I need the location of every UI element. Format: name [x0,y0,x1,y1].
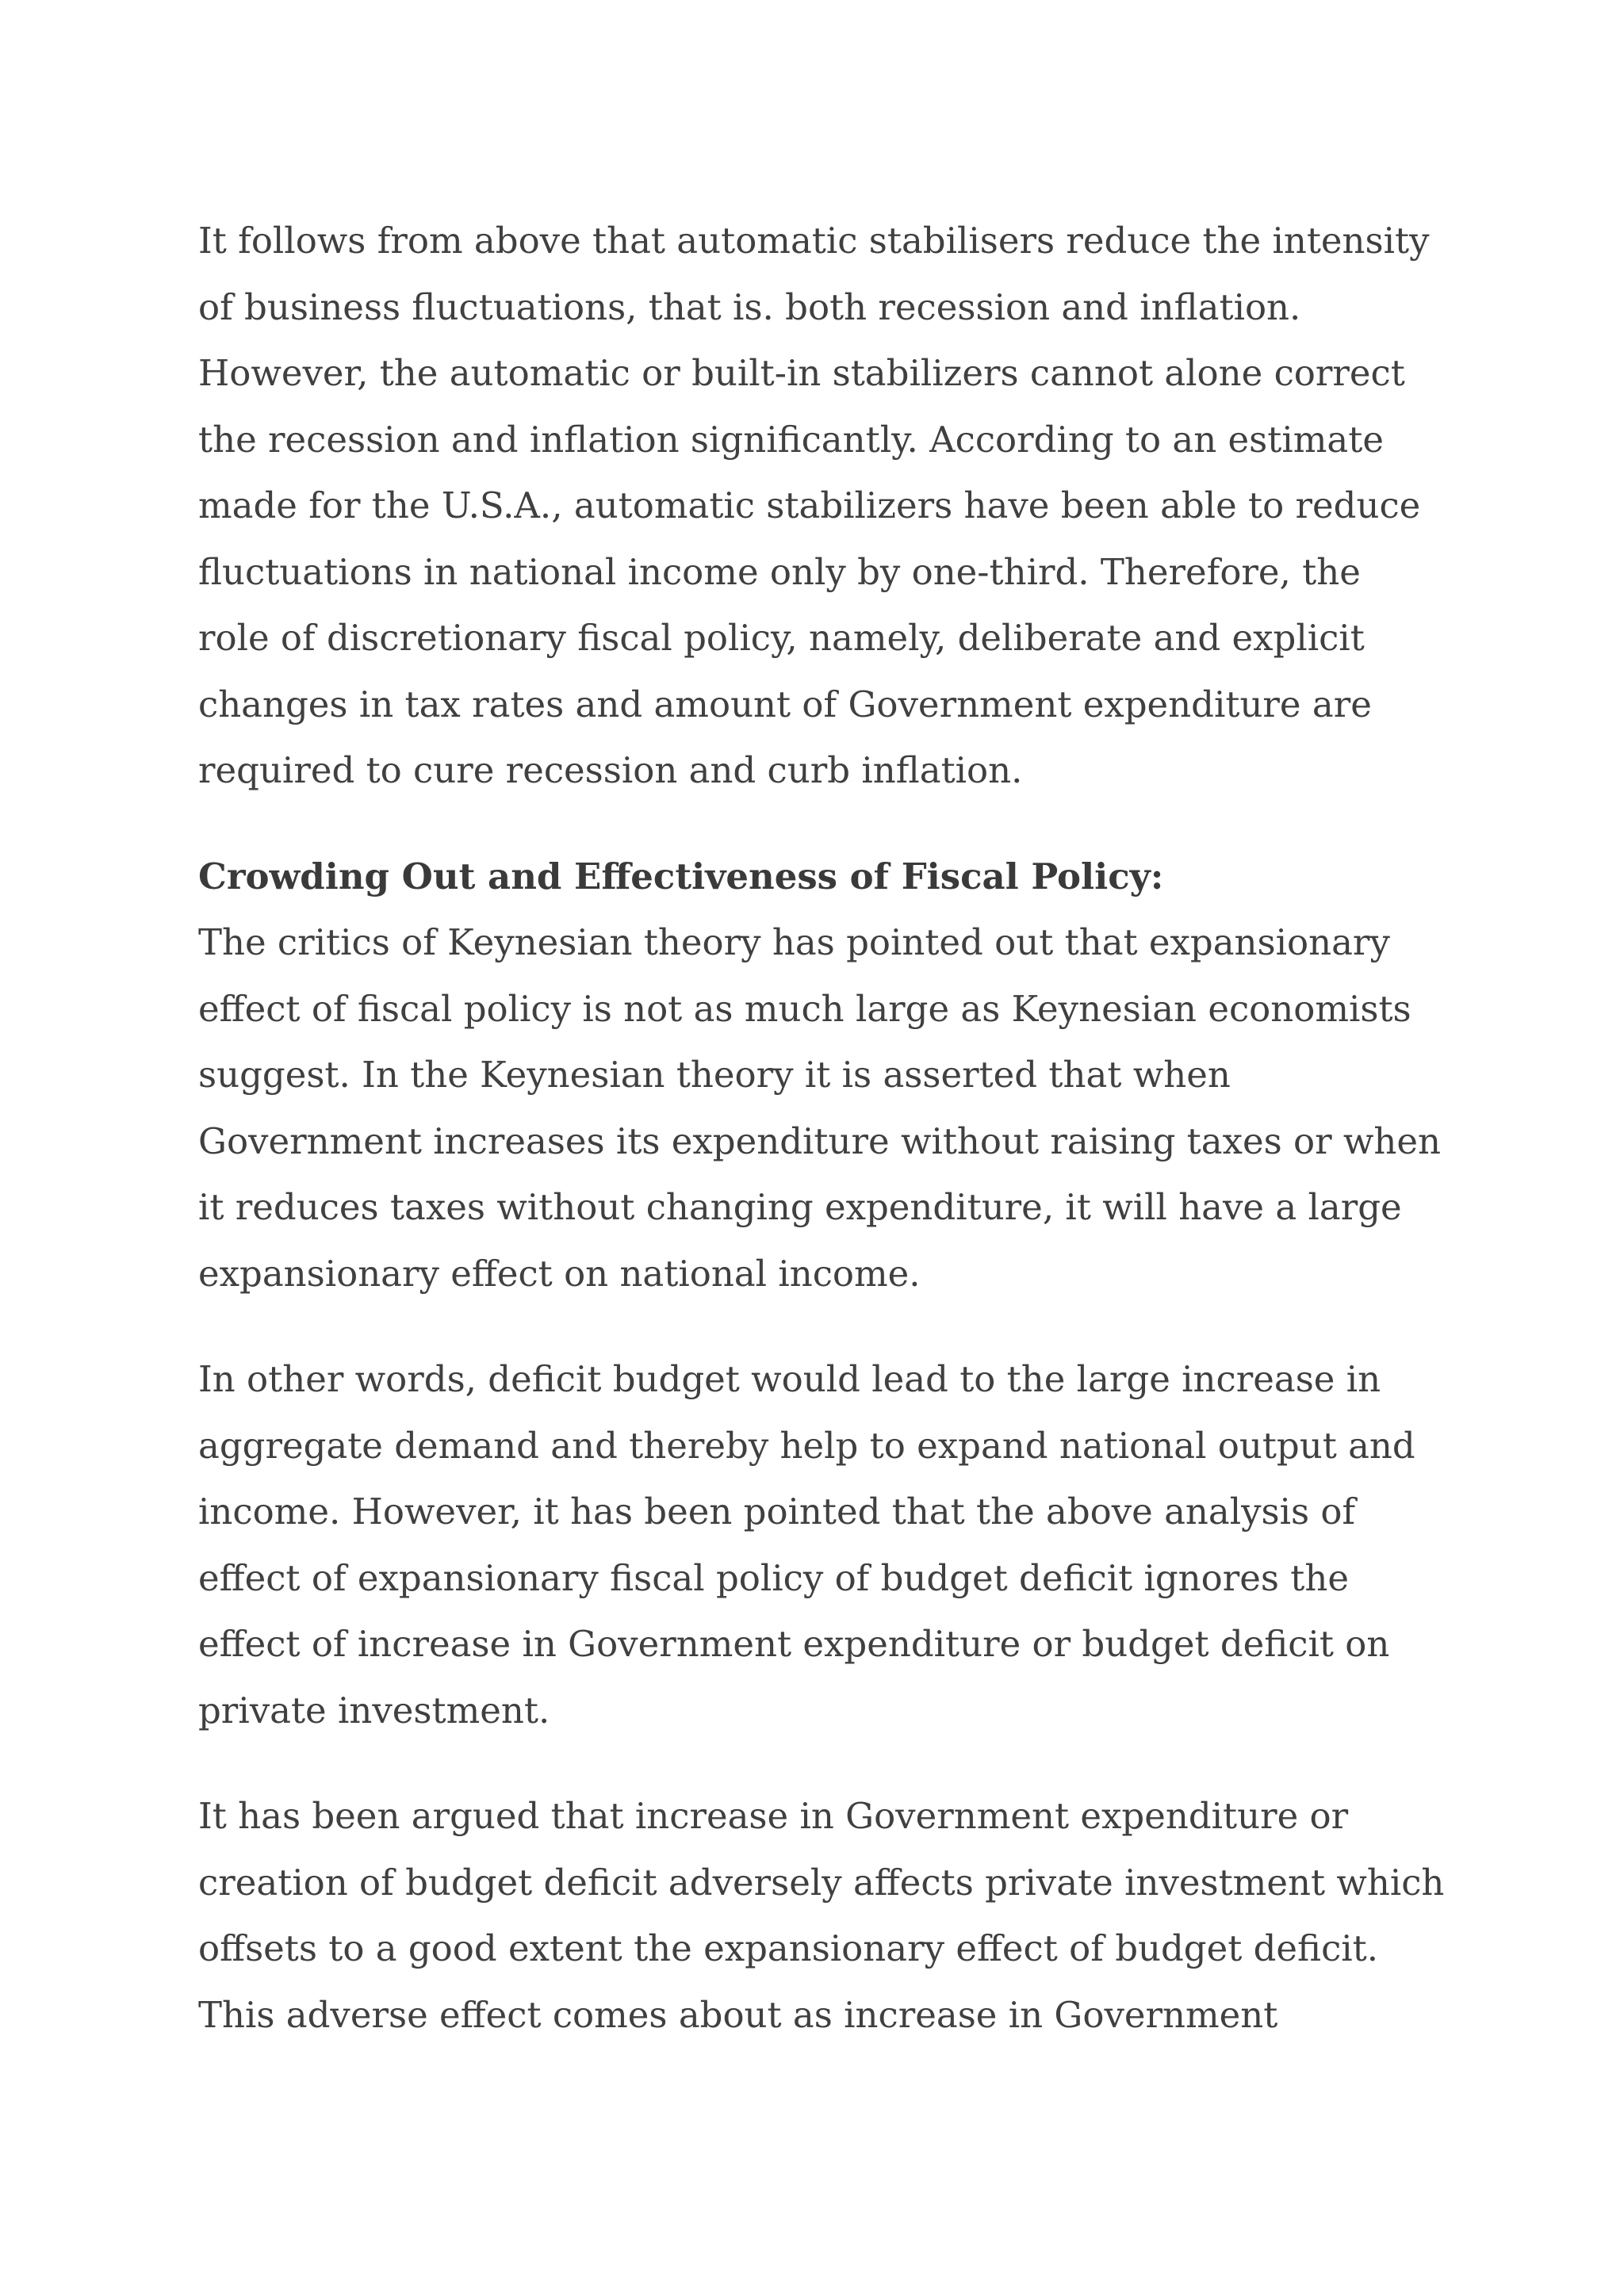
text-line: changes in tax rates and amount of Government expenditure are [198,683,1372,725]
text-line: However, the automatic or built-in stabilizers cannot alone correct [198,352,1405,394]
text-line: expansionary effect on national income. [198,1252,921,1295]
text-line: The critics of Keynesian theory has pointed out that expansionary [198,921,1390,963]
text-line: effect of fiscal policy is not as much large as Keynesian economists [198,987,1411,1030]
paragraph-deficit-budget [198,1346,1451,1743]
text-line: creation of budget deficit adversely affects private investment which [198,1861,1445,1904]
text-line: effect of expansionary fiscal policy of budget deficit ignores the [198,1556,1349,1599]
text-line: required to cure recession and curb inflation. [198,749,1023,791]
paragraph-crowding-out [198,1783,1451,2048]
text-line: income. However, it has been pointed that the above analysis of [198,1490,1356,1533]
text-line: In other words, deficit budget would lead to the large increase in [198,1358,1381,1400]
text-line: the recession and inflation significantly. According to an estimate [198,418,1384,461]
text-line: It has been argued that increase in Government expenditure or [198,1795,1349,1837]
document-page [198,208,1451,2048]
text-line: it reduces taxes without changing expenditure, it will have a large [198,1186,1402,1228]
text-line: fluctuations in national income only by one-third. Therefore, the [198,550,1361,593]
paragraph-spacer [198,804,1451,844]
text-line: offsets to a good extent the expansionary effect of budget deficit. [198,1927,1379,1969]
paragraph-spacer [198,1307,1451,1346]
text-line: made for the U.S.A., automatic stabilizers have been able to reduce [198,484,1421,526]
text-line: This adverse effect comes about as increase in Government [198,1993,1278,2036]
paragraph-spacer [198,1743,1451,1783]
text-line: effect of increase in Government expenditure or budget deficit on [198,1623,1390,1665]
text-line: It follows from above that automatic stabilisers reduce the intensity [198,220,1430,262]
text-line: private investment. [198,1689,550,1732]
paragraph-automatic-stabilisers [198,208,1451,804]
text-line: aggregate demand and thereby help to expand national output and [198,1424,1415,1467]
text-line: Government increases its expenditure without raising taxes or when [198,1119,1442,1162]
text-line: role of discretionary fiscal policy, namely, deliberate and explicit [198,617,1365,659]
section-heading: Crowding Out and Effectiveness of Fiscal Policy: [198,855,1164,897]
text-line: of business fluctuations, that is. both recession and inflation. [198,285,1301,328]
text-line: suggest. In the Keynesian theory it is asserted that when [198,1054,1231,1096]
paragraph-keynesian-critics [198,909,1451,1307]
